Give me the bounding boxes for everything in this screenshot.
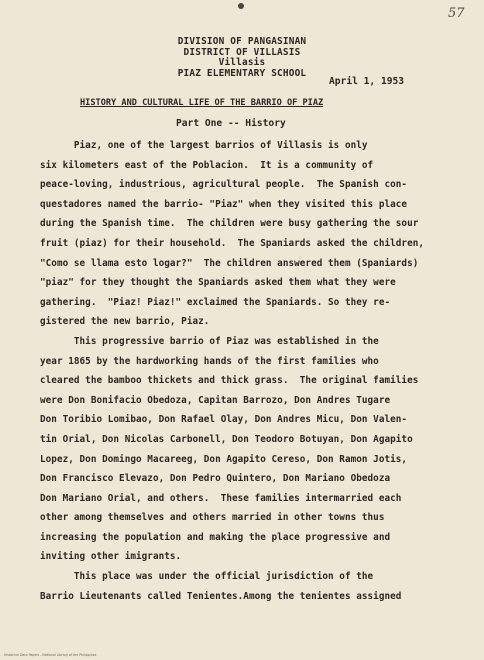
body-line: tin Orial, Don Nicolas Carbonell, Don Teodoro Botuyan, Don Agapito	[40, 433, 413, 445]
document-date: April 1, 1953	[329, 76, 405, 87]
body-line: "piaz" for they thought the Spaniards asked them what they were	[40, 277, 396, 289]
body-line: Barrio Lieutenants called Tenientes.Among the tenientes assigned	[40, 590, 402, 602]
body-line: fruit (piaz) for their household. The Spaniards asked the children,	[40, 237, 425, 249]
body-line: year 1865 by the hardworking hands of the first families who	[40, 355, 379, 367]
body-line: Piaz, one of the largest barrios of Villasis is only	[40, 140, 368, 151]
body-line: gistered the new barrio, Piaz.	[40, 316, 210, 328]
letterhead-division: DIVISION OF PANGASINAN	[177, 36, 307, 47]
body-line: Don Toribio Lomibao, Don Rafael Olay, Don Andres Micu, Don Valen-	[40, 414, 408, 426]
body-line: This progressive barrio of Piaz was established in the	[40, 335, 379, 347]
body-line: other among themselves and others married in other towns thus	[40, 512, 385, 524]
letterhead	[0, 37, 484, 79]
body-line: during the Spanish time. The children were busy gathering the sour	[40, 218, 419, 230]
body-line: This place was under the official jurisdiction of the	[40, 571, 374, 583]
body-line: increasing the population and making the place progressive and	[40, 531, 391, 543]
letterhead-town: Villasis	[218, 57, 266, 69]
body-line: six kilometers east of the Poblacion. It is a community of	[40, 159, 374, 171]
body-line: peace-loving, industrious, agricultural people. The Spanish con-	[40, 179, 408, 191]
letterhead-district: DISTRICT OF VILLASIS	[183, 46, 301, 58]
handwritten-page-number: 57	[448, 6, 465, 21]
body-line: cleared the bamboo thickets and thick grass. The original families	[40, 375, 419, 387]
section-heading: Part One -- History	[176, 118, 286, 129]
punch-hole-mark	[238, 3, 244, 9]
body-line: Don Mariano Orial, and others. These families intermarried each	[40, 492, 402, 504]
body-line: gathering. "Piaz! Piaz!" exclaimed the Spaniards. So they re-	[40, 296, 391, 308]
body-line: Don Francisco Elevazo, Don Pedro Quintero, Don Mariano Obedoza	[40, 473, 391, 485]
body-line: "Como se llama esto logar?" The children answered them (Spaniards)	[40, 257, 419, 269]
body-line: inviting other imigrants.	[40, 551, 182, 563]
body-line: questadores named the barrio- "Piaz" when they visited this place	[40, 198, 408, 210]
body-line: were Don Bonifacio Obedoza, Capitan Barrozo, Don Andres Tugare	[40, 394, 391, 406]
document-title: HISTORY AND CULTURAL LIFE OF THE BARRIO OF PIAZ	[80, 98, 324, 108]
archive-footer: Historical Data Papers - National Library of the Philippines	[4, 653, 97, 657]
body-line: Lopez, Don Domingo Macareeg, Don Agapito Cereso, Don Ramon Jotis,	[40, 453, 408, 465]
body-text	[40, 136, 442, 606]
letterhead-school: PIAZ ELEMENTARY SCHOOL	[177, 67, 307, 79]
